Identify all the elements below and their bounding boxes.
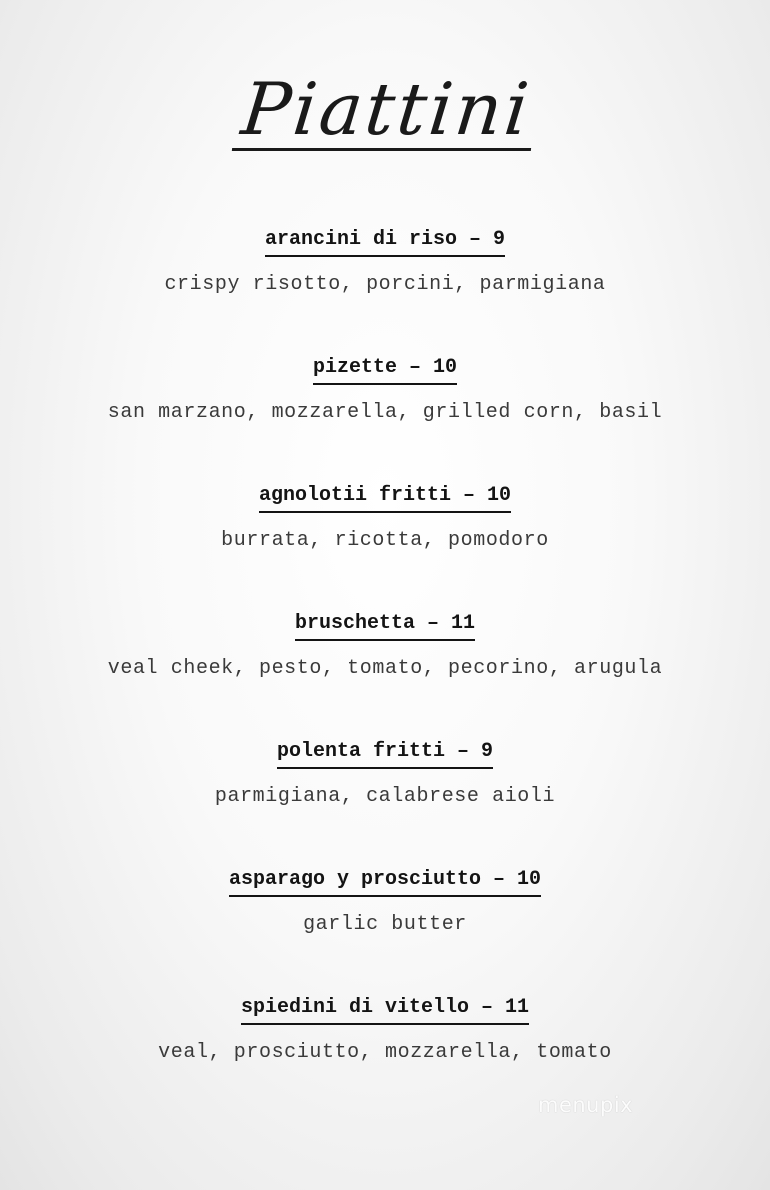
menu-item-name: pizette – 10 bbox=[313, 354, 457, 385]
menu-item bbox=[0, 482, 770, 610]
menu-title-container bbox=[0, 67, 770, 151]
menupix-watermark: menupix bbox=[538, 1093, 634, 1117]
menu-item-description: parmigiana, calabrese aioli bbox=[214, 785, 556, 808]
menu-title: Piattini bbox=[232, 72, 539, 151]
menu-item bbox=[0, 226, 770, 354]
menu-item bbox=[0, 610, 770, 738]
menu-item bbox=[0, 354, 770, 482]
menu-item-name: polenta fritti – 9 bbox=[277, 738, 493, 769]
menu-item-description: san marzano, mozzarella, grilled corn, basil bbox=[107, 401, 663, 424]
menu-item bbox=[0, 994, 770, 1122]
menu-item-description: crispy risotto, porcini, parmigiana bbox=[164, 273, 606, 296]
menu-item-name: agnolotii fritti – 10 bbox=[259, 482, 511, 513]
menu-item-description: veal cheek, pesto, tomato, pecorino, arugula bbox=[107, 657, 663, 680]
menu-item bbox=[0, 738, 770, 866]
menu-item-name: bruschetta – 11 bbox=[295, 610, 475, 641]
menu-item-name: asparago y prosciutto – 10 bbox=[229, 866, 541, 897]
menu-item-name: spiedini di vitello – 11 bbox=[241, 994, 529, 1025]
menu-list bbox=[0, 226, 770, 1122]
menu-item-description: veal, prosciutto, mozzarella, tomato bbox=[158, 1041, 612, 1064]
menu-item-description: burrata, ricotta, pomodoro bbox=[221, 529, 549, 552]
menu-item-description: garlic butter bbox=[303, 913, 467, 936]
menu-item-name: arancini di riso – 9 bbox=[265, 226, 505, 257]
menu-item bbox=[0, 866, 770, 994]
